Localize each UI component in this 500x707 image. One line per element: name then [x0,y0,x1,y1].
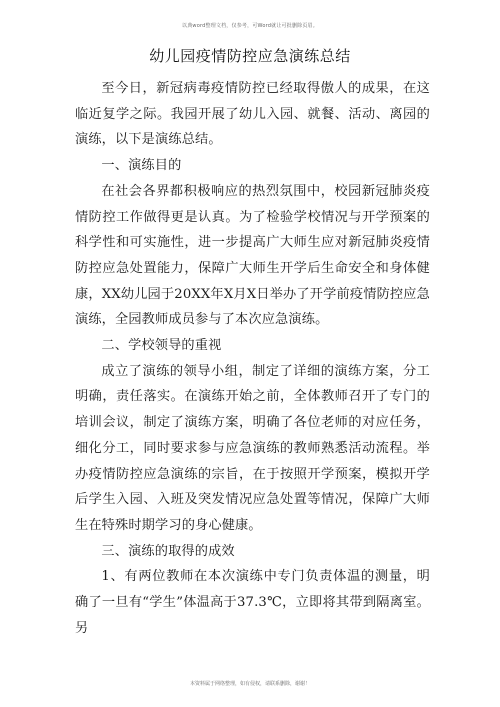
header-note: 以典word整理文档，仅参考，可Word就让可批删除页眉。 [182,23,318,29]
section-paragraph-results: 1、有两位教师在本次演练中专门负责体温的测量，明确了一旦有“学生”体温高于37.3℃，立即将其带到隔离室。另 [75,569,430,636]
intro-paragraph: 至今日，新冠病毒疫情防控已经取得傲人的成果，在这临近复学之际。我园开展了幼儿入园、就餐、活动、离园的演练，以下是演练总结。 [75,81,430,148]
document-title: 幼儿园疫情防控应急演练总结 [149,47,351,65]
section-heading-leadership: 二、学校领导的重视 [101,338,222,354]
section-heading-purpose: 一、演练目的 [101,158,182,174]
section-paragraph-purpose: 在社会各界都积极响应的热烈氛围中，校园新冠肺炎疫情防控工作做得更是认真。为了检验学校情况与开学预案的科学性和可实施性，进一步提高广大师生应对新冠肺炎疫情防控应急处置能力，保障广大师生开学后生命安全和身体健康，XX幼儿园于20XX年X月X日举办了开学前疫情防控应急演练，全园教师成员参与了本次应急演练。 [75,183,430,328]
footer-note: 本资料属于网络整理，如有侵权，请联系删除，谢谢！ [189,681,310,687]
document-body [75,76,430,641]
section-heading-results: 三、演练的取得的成效 [101,543,235,559]
section-paragraph-leadership: 成立了演练的领导小组，制定了详细的演练方案，分工明确，责任落实。在演练开始之前，全体教师召开了专门的培训会议，制定了演练方案，明确了各位老师的对应任务，细化分工，同时要求参与应急演练的教师熟悉活动流程。举办疫情防控应急演练的宗旨，在于按照开学预案，模拟开学后学生入园、入班及突发情况应急处置等情况，保障广大师生在特殊时期学习的身心健康。 [75,363,430,533]
